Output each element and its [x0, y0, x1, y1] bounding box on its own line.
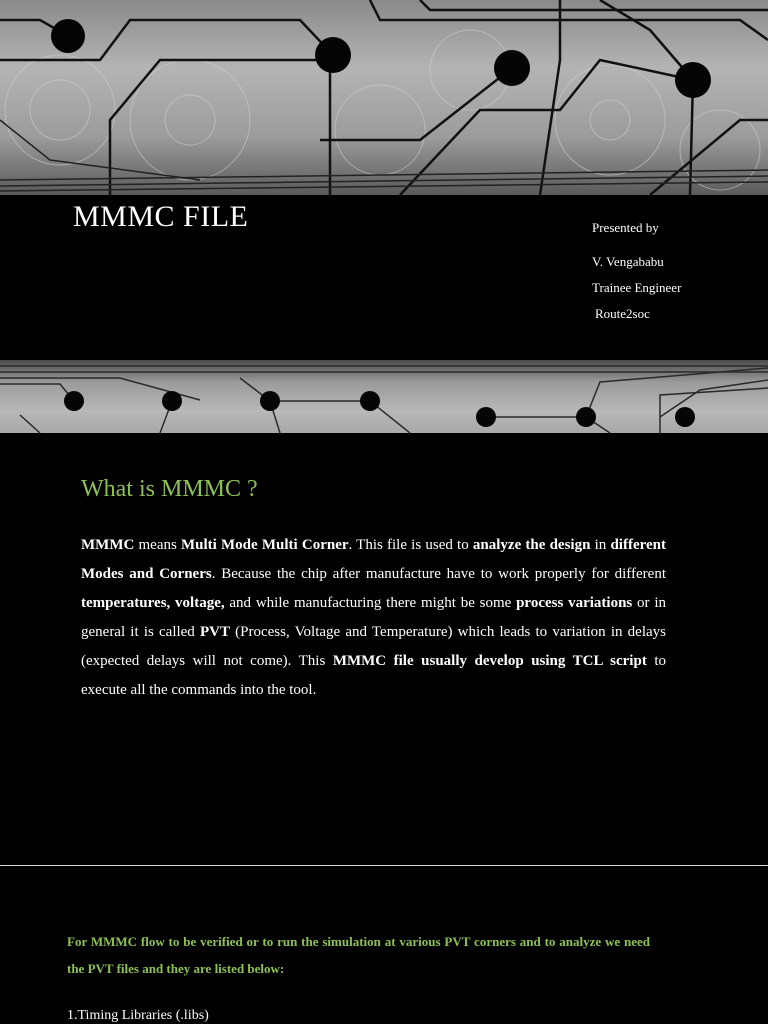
- circuit-board-graphic: [0, 0, 768, 195]
- section-heading: What is MMMC ?: [81, 476, 258, 502]
- circuit-strip-graphic: [0, 360, 768, 433]
- presenter-block: [592, 215, 681, 327]
- term-temperatures: temperatures, voltage,: [81, 595, 225, 611]
- presenter-name: V. Vengababu: [592, 254, 664, 269]
- text-fragment: (Process, Voltage and Temperature) which leads to variation in delays (expected delays will not come). This: [81, 624, 666, 669]
- text-fragment: means: [134, 537, 181, 553]
- presentation-title: MMMC FILE: [73, 200, 249, 233]
- term-analyze: analyze the design: [472, 537, 591, 553]
- circuit-banner-middle: [0, 360, 768, 433]
- mmmc-description: [81, 531, 666, 705]
- text-fragment: in: [590, 537, 611, 553]
- presenter-company: Route2soc: [595, 306, 650, 321]
- list-item: 1.Timing Libraries (.libs): [67, 1008, 209, 1023]
- text-fragment: or in general it is called: [81, 595, 666, 640]
- presenter-role: Trainee Engineer: [592, 280, 682, 295]
- text-fragment: to execute all the commands into the tool.: [81, 653, 666, 698]
- text-fragment: . This file is used to: [348, 537, 473, 553]
- text-fragment: . Because the chip after manufacture have to work properly for different: [211, 566, 666, 582]
- term-tcl-script: MMMC file usually develop using TCL script: [332, 653, 647, 669]
- circuit-banner-top: [0, 0, 768, 195]
- term-modes-corners: different Modes and Corners: [81, 537, 667, 582]
- pvt-files-note: For MMMC flow to be verified or to run the simulation at various PVT corners and to analyze we need the PVT files and they are listed below:: [67, 934, 650, 976]
- page-divider: [0, 865, 768, 866]
- term-process-variations: process variations: [516, 595, 633, 611]
- text-fragment: and while manufacturing there might be some: [224, 595, 517, 611]
- term-pvt: PVT: [199, 624, 230, 640]
- term-mmmc: MMMC: [81, 537, 135, 553]
- presented-by-label: Presented by: [592, 220, 659, 235]
- term-multi-mode: Multi Mode Multi Corner: [181, 537, 349, 553]
